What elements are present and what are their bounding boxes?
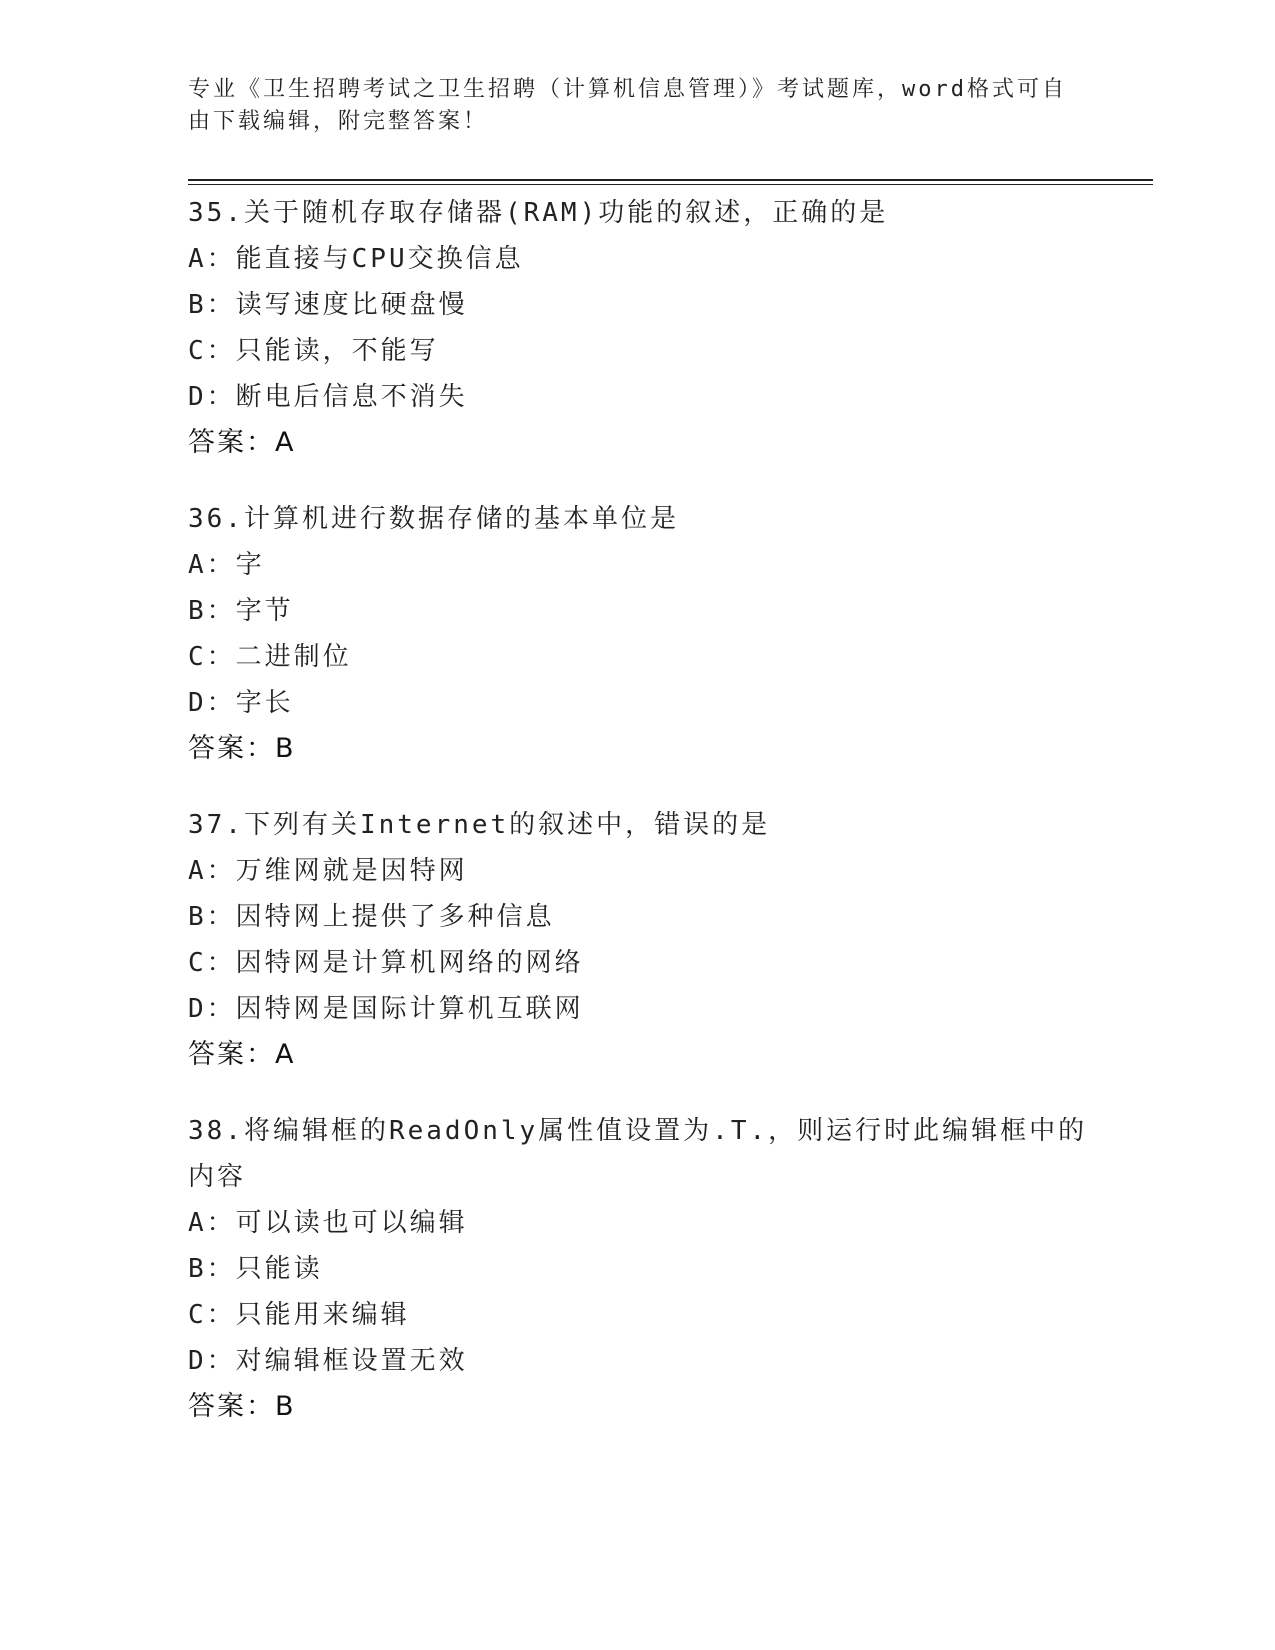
option-b: B：只能读: [188, 1254, 323, 1284]
question-stem: 38.将编辑框的ReadOnly属性值设置为.T.，则运行时此编辑框中的内容: [188, 1116, 1088, 1192]
option-a: A：可以读也可以编辑: [188, 1208, 468, 1238]
answer: 答案：B: [188, 733, 296, 764]
option-d: D：断电后信息不消失: [188, 382, 468, 412]
answer: 答案：A: [188, 1039, 296, 1070]
option-d: D：因特网是国际计算机互联网: [188, 994, 584, 1024]
question-37: [188, 802, 1088, 1078]
option-c: C：因特网是计算机网络的网络: [188, 948, 584, 978]
header-divider-thin: [188, 184, 1153, 185]
option-b: B：读写速度比硬盘慢: [188, 290, 468, 320]
option-d: D：对编辑框设置无效: [188, 1346, 468, 1376]
document-intro: 专业《卫生招聘考试之卫生招聘（计算机信息管理）》考试题库，word格式可自由下载编辑，附完整答案！: [188, 77, 1067, 134]
option-a: A：能直接与CPU交换信息: [188, 244, 524, 274]
question-list: [188, 190, 1088, 1460]
question-stem: 35.关于随机存取存储器(RAM)功能的叙述，正确的是: [188, 198, 889, 228]
option-c: C：二进制位: [188, 642, 352, 672]
question-stem: 36.计算机进行数据存储的基本单位是: [188, 504, 679, 534]
answer: 答案：A: [188, 427, 296, 458]
option-c: C：只能用来编辑: [188, 1300, 410, 1330]
question-38: [188, 1108, 1088, 1430]
question-35: [188, 190, 1088, 466]
option-a: A：字: [188, 550, 265, 580]
question-stem: 37.下列有关Internet的叙述中，错误的是: [188, 810, 771, 840]
option-c: C：只能读，不能写: [188, 336, 439, 366]
question-36: [188, 496, 1088, 772]
option-a: A：万维网就是因特网: [188, 856, 468, 886]
option-b: B：因特网上提供了多种信息: [188, 902, 555, 932]
option-d: D：字长: [188, 688, 294, 718]
header-divider-thick: [188, 179, 1153, 181]
answer: 答案：B: [188, 1391, 296, 1422]
option-b: B：字节: [188, 596, 294, 626]
